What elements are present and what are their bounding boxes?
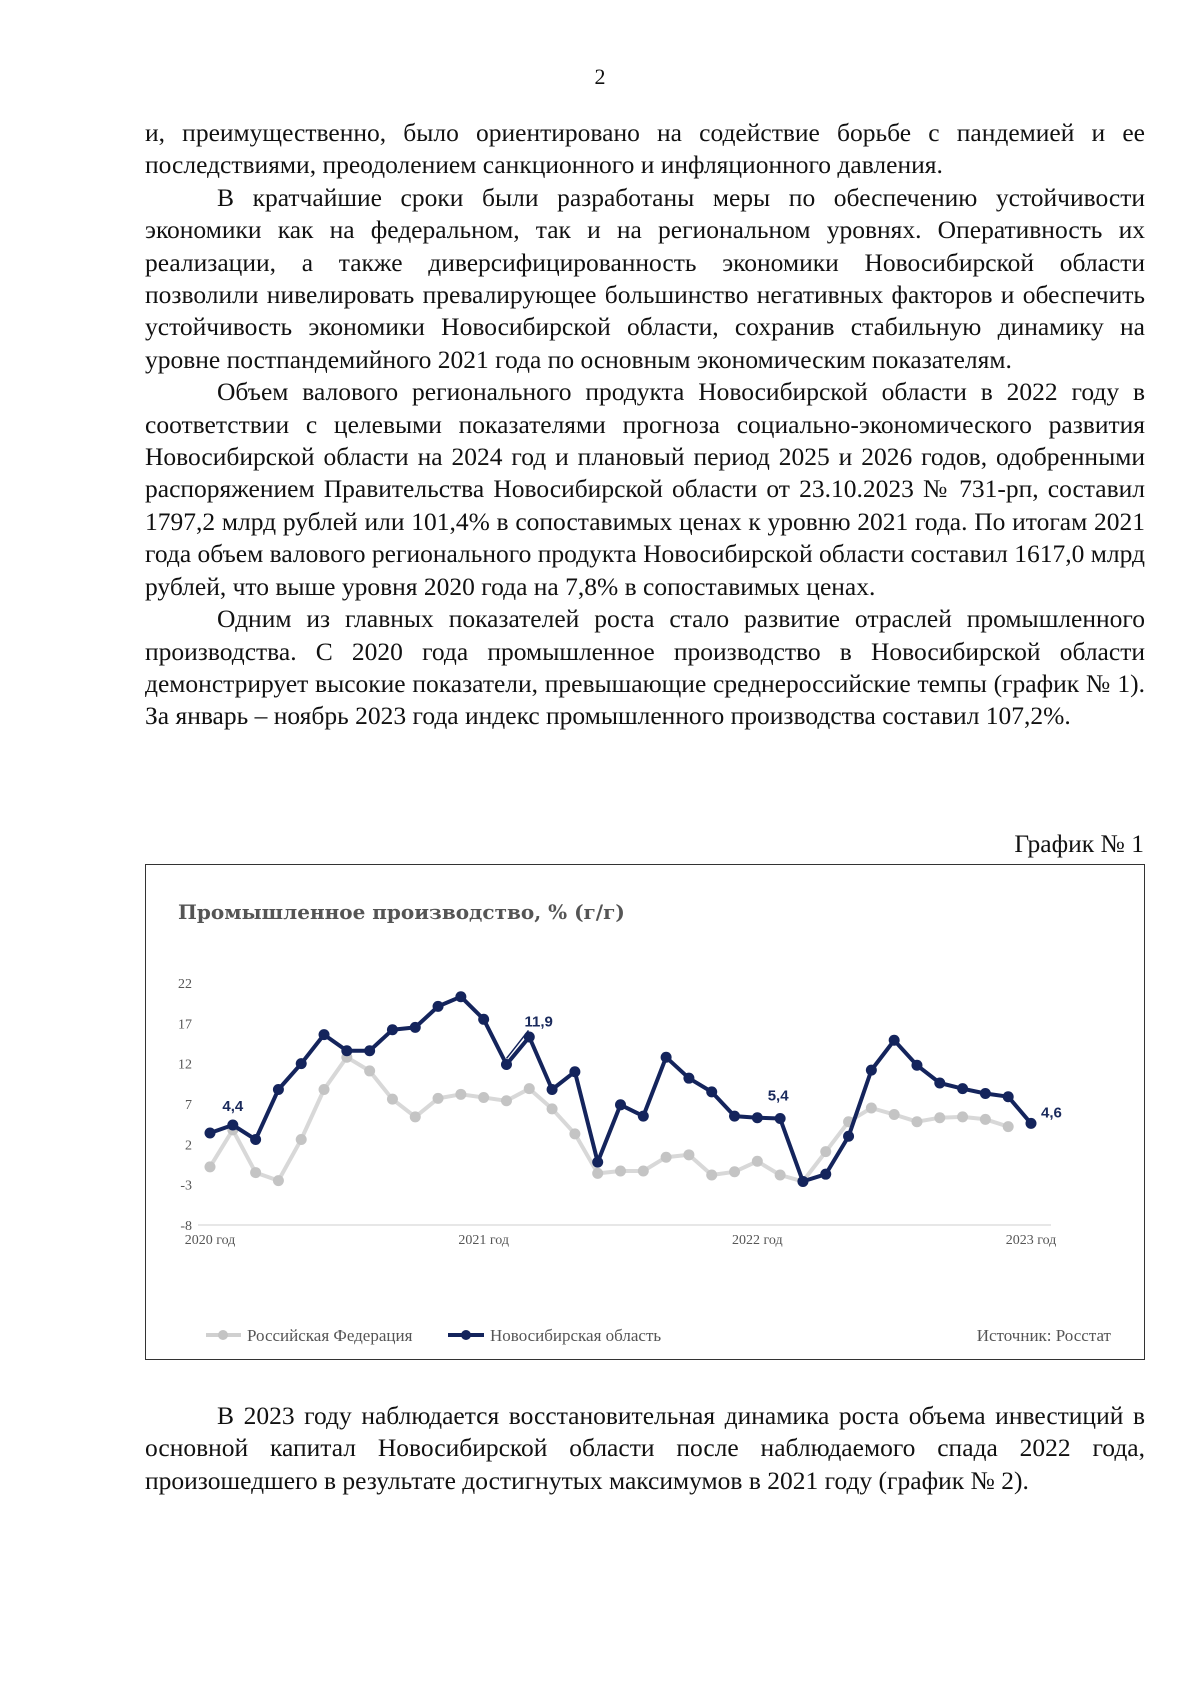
data-point	[296, 1134, 307, 1145]
data-point	[433, 1093, 444, 1104]
chart-legend	[206, 1326, 1112, 1345]
data-point	[638, 1165, 649, 1176]
paragraph-4: Одним из главных показателей роста стало развитие отраслей промышленного производства. С 2020 года промышленное производство в Новосибирской области демонстрирует высокие показатели, превышающие среднероссийские темпы (график № 1). За январь – ноябрь 2023 года индекс промышленного производства составил 107,2%.	[145, 604, 1145, 731]
chart-frame	[145, 864, 1145, 1360]
paragraph-3: Объем валового регионального продукта Новосибирской области в 2022 году в соответствии с целевыми показателями прогноза социально-экономического развития Новосибирской области на 2024 год и плановый период 2025 и 2026 годов, одобренными распоряжением Правительства Новосибирской области от 23.10.2023 № 731-рп, составил 1797,2 млрд рублей или 101,4% в сопоставимых ценах к уровню 2021 года. По итогам 2021 года объем валового регионального продукта Новосибирской области составил 1617,0 млрд рублей, что выше уровня 2020 года на 7,8% в сопоставимых ценах.	[145, 377, 1145, 601]
legend-label-nso: Новосибирская область	[490, 1326, 662, 1345]
data-point	[683, 1073, 694, 1084]
page-number: 2	[594, 64, 606, 89]
data-point	[319, 1029, 330, 1040]
data-point	[592, 1157, 603, 1168]
data-point	[615, 1099, 626, 1110]
legend-marker-nso	[461, 1330, 471, 1340]
x-tick-label: 2022 год	[732, 1233, 783, 1248]
data-point	[820, 1169, 831, 1180]
data-point	[934, 1112, 945, 1123]
data-point	[752, 1112, 763, 1123]
chart-axes	[178, 977, 1146, 1248]
y-tick-label: 22	[178, 977, 192, 992]
data-point	[478, 1092, 489, 1103]
data-point	[410, 1022, 421, 1033]
data-label: 5,4	[767, 1087, 789, 1105]
legend-label-rf: Российская Федерация	[247, 1326, 413, 1345]
data-point	[1003, 1091, 1014, 1102]
x-tick-label: 2023 год	[1005, 1233, 1057, 1248]
data-point	[433, 1001, 444, 1012]
y-tick-label: 12	[178, 1057, 192, 1073]
chart-annotations	[222, 1013, 1061, 1121]
data-point	[364, 1065, 375, 1076]
data-label: 4,6	[1041, 1104, 1062, 1122]
x-tick-label: 2020 год	[184, 1233, 236, 1248]
series-line	[210, 997, 1031, 1182]
data-point	[752, 1156, 763, 1167]
chart-source: Источник: Росстат	[976, 1326, 1111, 1345]
data-point	[410, 1111, 421, 1122]
y-tick-label: 7	[185, 1098, 192, 1113]
data-point	[889, 1109, 900, 1120]
data-point	[547, 1103, 558, 1114]
data-point	[250, 1167, 261, 1178]
data-point	[843, 1131, 854, 1142]
data-point	[455, 991, 466, 1002]
data-point	[205, 1128, 216, 1139]
data-point	[638, 1111, 649, 1122]
data-point	[980, 1114, 991, 1125]
data-point	[1026, 1118, 1037, 1129]
y-tick-label: -3	[180, 1178, 192, 1194]
data-point	[866, 1065, 877, 1076]
data-label: 11,9	[524, 1013, 553, 1031]
y-tick-label: 17	[178, 1017, 192, 1033]
data-point	[569, 1066, 580, 1077]
data-point	[661, 1152, 672, 1163]
y-tick-label: 2	[185, 1138, 192, 1154]
industrial-production-chart	[146, 865, 1146, 1361]
chart-caption: График № 1	[1014, 829, 1144, 858]
data-point	[706, 1169, 717, 1180]
data-point	[387, 1024, 398, 1035]
data-point	[524, 1083, 535, 1094]
data-point	[547, 1084, 558, 1095]
series-line	[210, 1057, 1008, 1181]
data-point	[889, 1035, 900, 1046]
data-point	[934, 1078, 945, 1089]
data-point	[250, 1134, 261, 1145]
chart-title: Промышленное производство, % (г/г)	[178, 900, 625, 924]
bottom-text	[145, 1400, 1145, 1497]
data-point	[615, 1165, 626, 1176]
data-point	[501, 1059, 512, 1070]
data-point	[227, 1119, 238, 1130]
data-point	[797, 1176, 808, 1187]
data-point	[911, 1060, 922, 1071]
data-point	[387, 1094, 398, 1105]
data-point	[478, 1014, 489, 1025]
data-point	[364, 1045, 375, 1056]
data-label: 4,4	[222, 1097, 244, 1115]
y-tick-label: -8	[180, 1219, 192, 1234]
data-point	[569, 1128, 580, 1139]
data-point	[775, 1169, 786, 1180]
body-text	[145, 117, 1145, 733]
data-point	[706, 1086, 717, 1097]
data-point	[592, 1168, 603, 1179]
data-point	[957, 1083, 968, 1094]
data-point	[319, 1084, 330, 1095]
paragraph-2: В кратчайшие сроки были разработаны меры по обеспечению устойчивости экономики как на федеральном, так и на региональном уровнях. Оперативность их реализации, а также диверсифицированность экономики Новосибирской области позволили нивелировать превалирующее большинство негативных факторов и обеспечить устойчивость экономики Новосибирской области, сохранив стабильную динамику на уровне постпандемийного 2021 года по основным экономическим показателям.	[145, 182, 1145, 374]
data-point	[273, 1084, 284, 1095]
data-point	[729, 1166, 740, 1177]
data-point	[205, 1161, 216, 1172]
data-point	[729, 1111, 740, 1122]
paragraph-1: и, преимущественно, было ориентировано на содействие борьбе с пандемией и ее последствиями, преодолением санкционного и инфляционного давления.	[145, 118, 1145, 180]
data-point	[775, 1113, 786, 1124]
data-point	[911, 1116, 922, 1127]
data-point	[501, 1095, 512, 1106]
data-point	[296, 1058, 307, 1069]
data-point	[866, 1103, 877, 1114]
data-point	[683, 1149, 694, 1160]
legend-marker-rf	[218, 1330, 228, 1340]
data-point	[341, 1045, 352, 1056]
paragraph-5: В 2023 году наблюдается восстановительная динамика роста объема инвестиций в основной капитал Новосибирской области после наблюдаемого спада 2022 года, произошедшего в результате достигнутых максимумов в 2021 году (график № 2).	[145, 1401, 1145, 1495]
data-point	[1003, 1121, 1014, 1132]
data-point	[957, 1111, 968, 1122]
data-point	[980, 1088, 991, 1099]
data-point	[455, 1089, 466, 1100]
data-point	[273, 1175, 284, 1186]
x-tick-label: 2021 год	[458, 1233, 509, 1248]
chart-series	[205, 991, 1037, 1187]
data-point	[661, 1052, 672, 1063]
data-point	[820, 1146, 831, 1157]
